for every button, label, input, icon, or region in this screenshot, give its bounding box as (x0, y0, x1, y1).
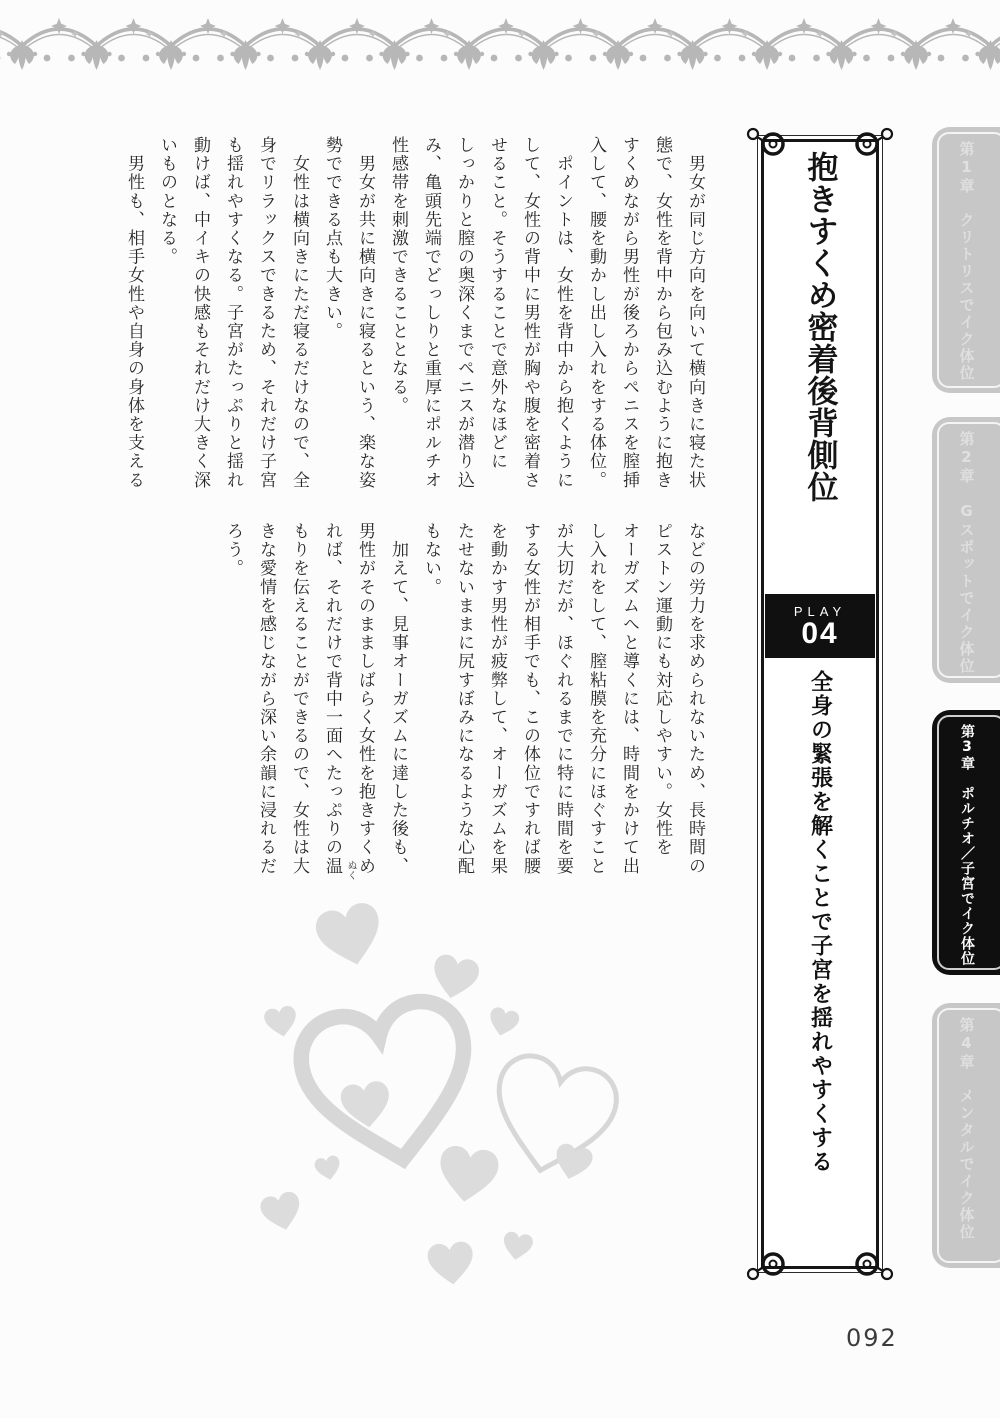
text-column (315, 522, 356, 880)
text-column: 女性は横向きにただ寝るだけなので、全 (289, 136, 309, 490)
text-column: する女性が相手でも、この体位ですれば腰 (520, 522, 540, 876)
play-number: 04 (801, 616, 839, 650)
text-column: すくめながら男性が後ろからペニスを膣挿 (619, 136, 639, 490)
text-column: 態で、女性を背中から包み込むように抱き (652, 136, 672, 490)
text-column: を動かす男性が疲弊して、オーガズムを果 (487, 522, 507, 876)
text-column: きな愛情を感じながら深い余韻に浸れるだ (256, 522, 276, 876)
text-column: 身でリラックスできるため、それだけ子宮 (256, 136, 276, 490)
text-column: 男女が共に横向きに寝るという、楽な姿 (355, 136, 375, 490)
corner-swirl-icon (745, 1248, 791, 1284)
heart-icon (429, 1137, 507, 1210)
heart-icon (334, 1074, 399, 1135)
text-column: し入れをして、膣粘膜を充分にほぐすこと (586, 522, 606, 876)
lace-border-ornament (0, 10, 1000, 76)
ruby-annotation: ぬく (345, 860, 356, 880)
text-column: 加えて、見事オーガズムに達した後も、 (388, 522, 408, 876)
text-column: オーガズムへと導くには、時間をかけて出 (619, 522, 639, 876)
heart-icon (253, 1185, 309, 1238)
text-column: 男性も、相手女性や自身の身体を支える (124, 136, 144, 490)
page-title: 抱きすくめ密着後背側位 (801, 151, 838, 503)
corner-swirl-icon (849, 1248, 895, 1284)
text-column: 勢でできる点も大きい。 (322, 136, 342, 341)
text-column: いものとなる。 (157, 136, 177, 267)
text-column: ポイントは、女性を背中から抱くように (553, 136, 573, 490)
text-column: み、亀頭先端でどっしりと重厚にポルチオ (421, 136, 441, 490)
body-text-band-2 (115, 522, 711, 880)
chapter-tab-4 (932, 1003, 1000, 1268)
play-label: PLAY (793, 603, 847, 619)
chapter-tab-label: 第1章 クリトリスでイク体位 (957, 141, 976, 382)
body-text-band-1 (115, 136, 711, 494)
chapter-tab-label: 第4章 メンタルでイク体位 (957, 1017, 976, 1241)
text-column: 男性がそのまましばらく女性を抱きすくめ (355, 522, 375, 876)
text-column: 男女が同じ方向を向いて横向きに寝た状 (685, 136, 705, 490)
chapter-tab-label: 第3章 ポルチオ／子宮でイク体位 (959, 724, 975, 966)
chapter-tab-2 (932, 417, 1000, 683)
text-column: しっかりと膣の奥深くまでペニスが潜り込 (454, 136, 474, 490)
heart-icon (497, 1227, 537, 1265)
title-box (757, 135, 883, 1273)
text-column: ピストン運動にも対応しやすい。女性を (652, 522, 672, 857)
page-number: 092 (846, 1324, 898, 1352)
text-column: などの労力を求められないため、長時間の (685, 522, 705, 876)
text-column: 動けば、中イキの快感もそれだけ大きく深 (190, 136, 210, 490)
heart-icon (422, 1235, 481, 1290)
chapter-tab-1 (932, 127, 1000, 393)
text-column: たせないままに尻すぼみになるような心配 (454, 522, 474, 876)
text-column: が大切だが、ほぐれるまでに特に時間を要 (553, 522, 573, 876)
corner-swirl-icon (849, 124, 895, 160)
text-column: 性感帯を刺激できることとなる。 (388, 136, 408, 415)
text-column: 入して、腰を動かし出し入れをする体位。 (586, 136, 606, 490)
page-subtitle: 全身の緊張を解くことで子宮を揺れやすくする (807, 670, 833, 1174)
heart-icon (305, 892, 396, 978)
text-column: もない。 (421, 522, 441, 597)
text-column: して、女性の背中に男性が胸や腹を密着さ (520, 136, 540, 490)
corner-swirl-icon (745, 124, 791, 160)
chapter-tab-label: 第2章 Gスポットでイク体位 (957, 431, 976, 675)
text-column: ろう。 (223, 522, 243, 578)
heart-icon (483, 1002, 525, 1042)
column-text: れば、それだけで背中一面へたっぷりの温 (322, 522, 342, 876)
play-number-badge (765, 594, 875, 658)
text-column: せること。そうすることで意外なほどに (487, 136, 507, 471)
text-column: もりを伝えることができるので、女性は大 (289, 522, 309, 876)
chapter-tab-3-active (932, 710, 1000, 975)
text-column: も揺れやすくなる。子宮がたっぷりと揺れ (223, 136, 243, 490)
